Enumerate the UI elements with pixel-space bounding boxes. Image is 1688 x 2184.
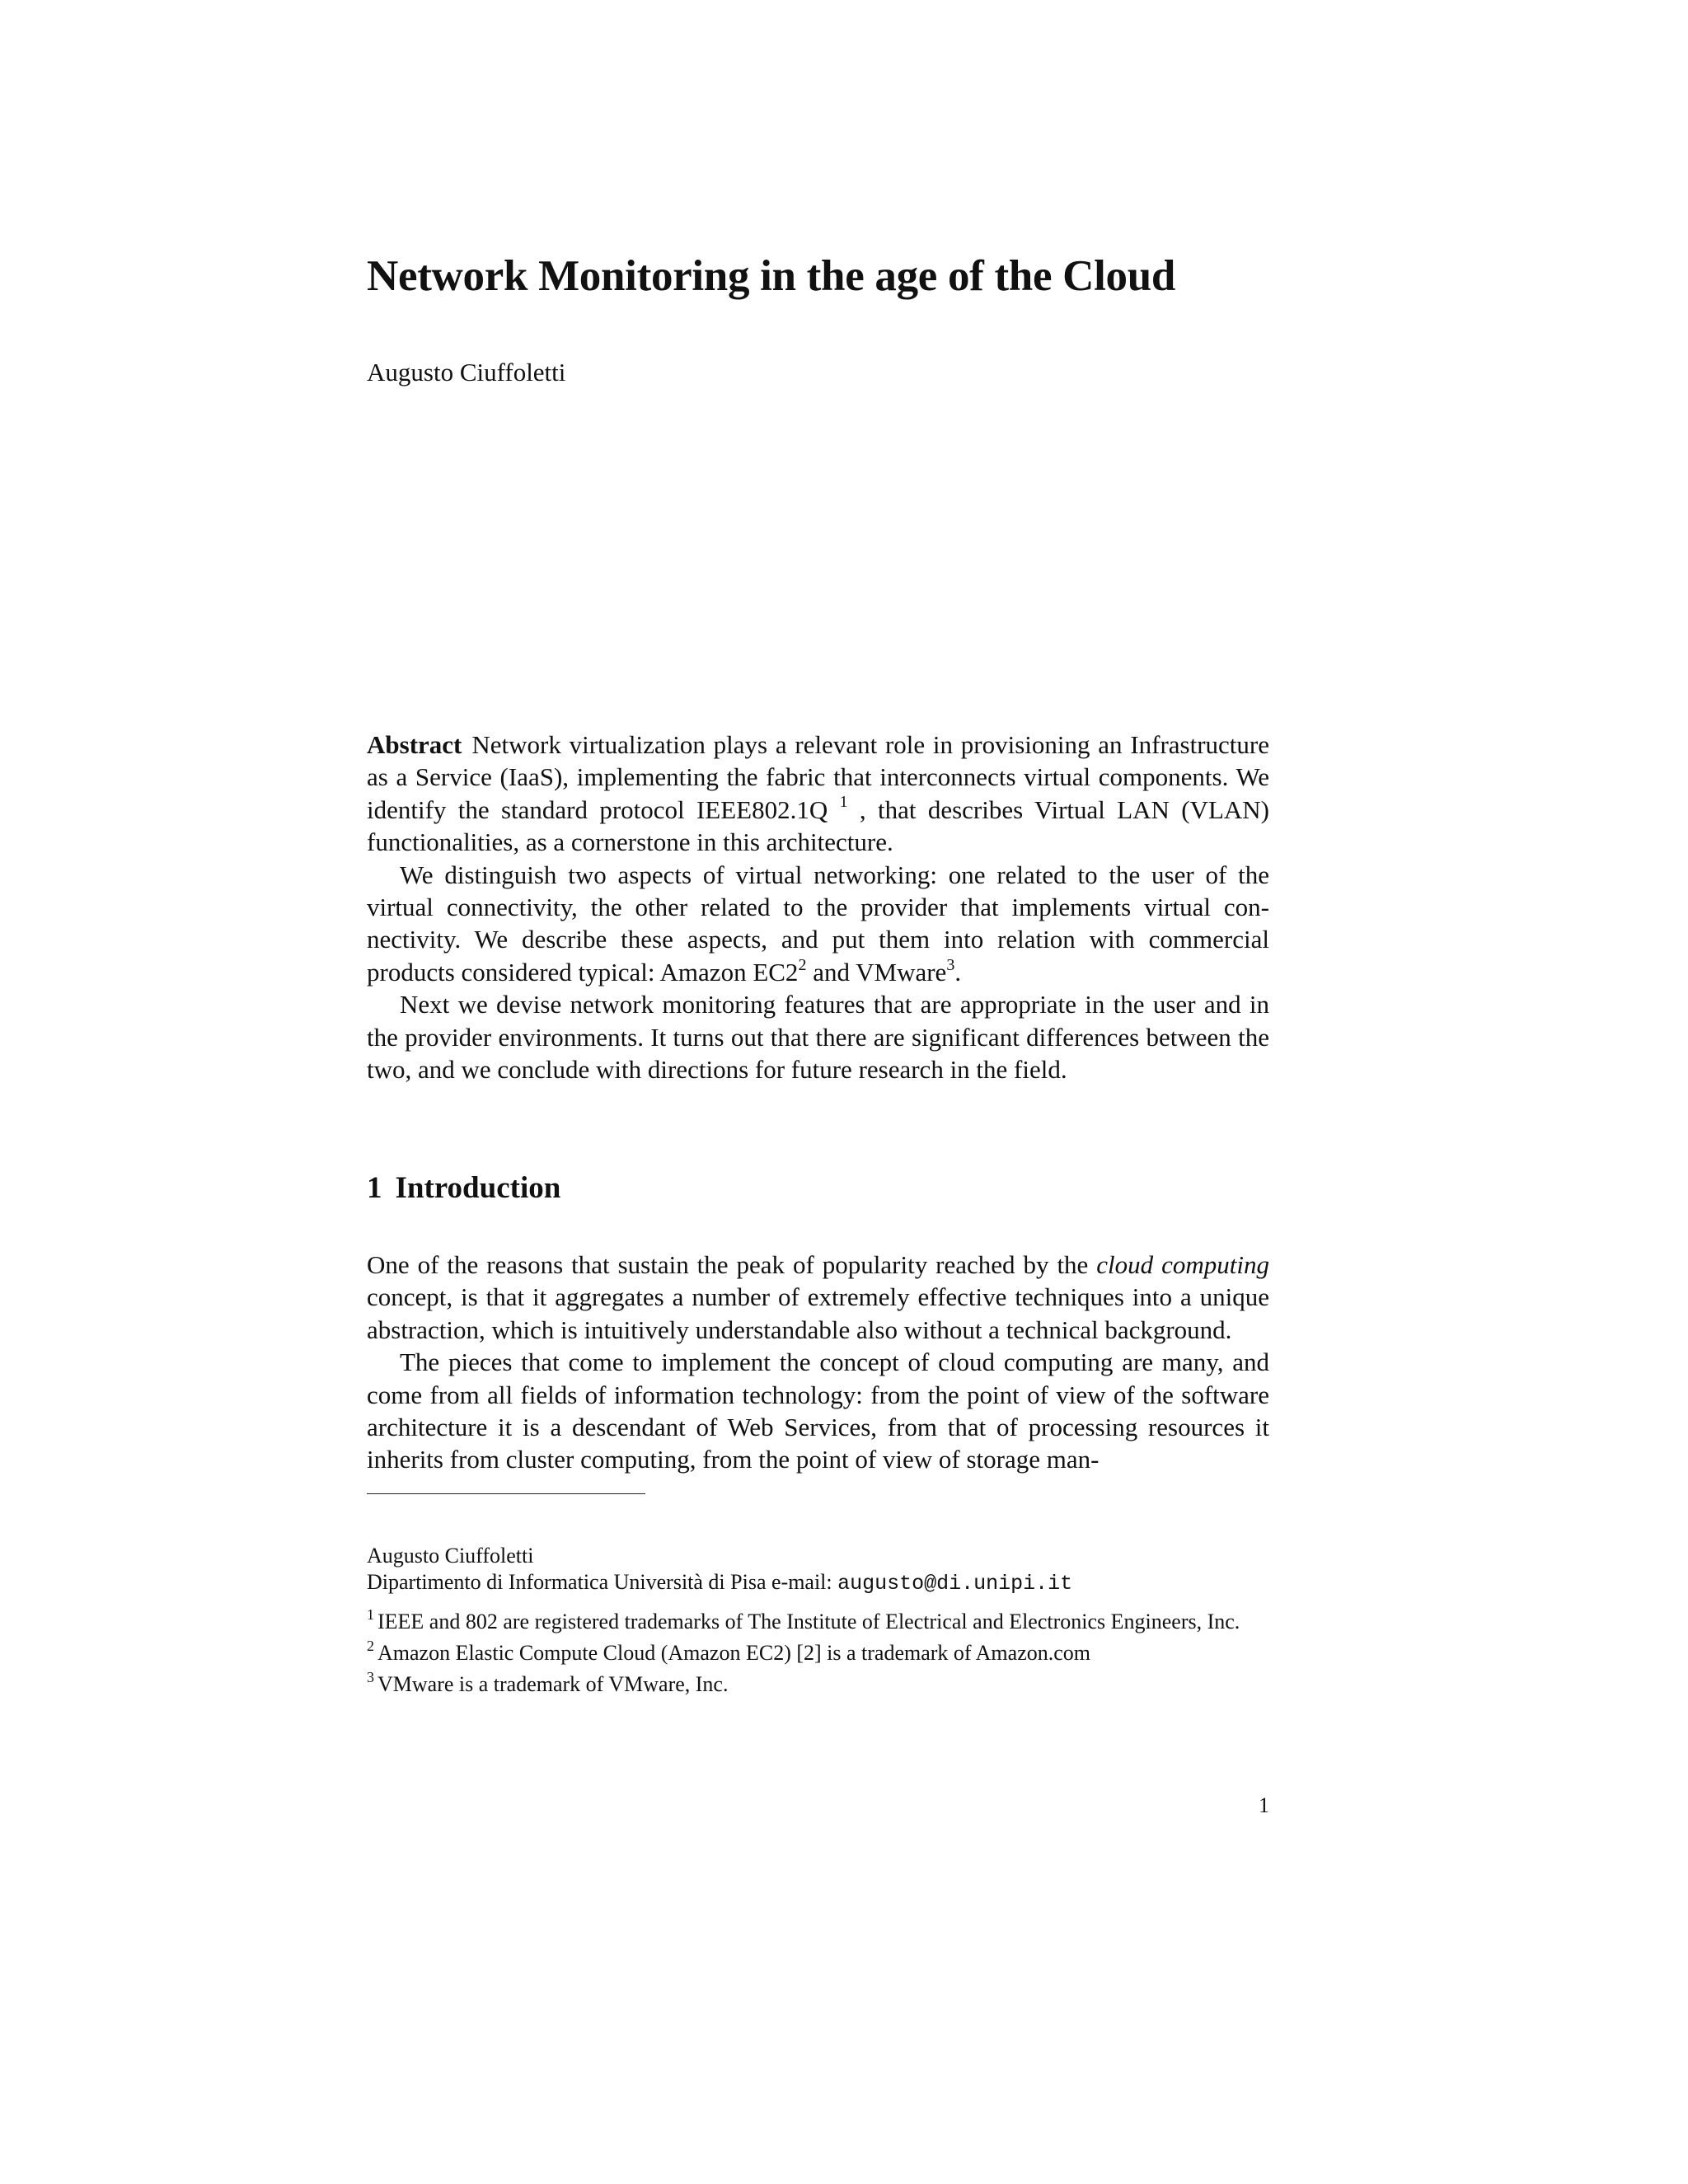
footnote-mark-1: 1	[367, 1606, 374, 1624]
footnote-ref-1: 1	[839, 793, 848, 812]
footnote-ref-2: 2	[798, 955, 807, 974]
abstract-text: and VMware	[806, 957, 947, 987]
intro-paragraph-1	[367, 1249, 1269, 1346]
affiliation-text: Dipartimento di Informatica Università di Pisa e-mail:	[367, 1570, 838, 1594]
intro-emphasis: cloud computing	[1096, 1250, 1270, 1279]
abstract-text: .	[954, 957, 962, 987]
intro-text: One of the reasons that sustain the peak of popularity reached by the	[367, 1250, 1097, 1279]
paper-title: Network Monitoring in the age of the Cloud	[367, 252, 1176, 300]
footnote-ref-3: 3	[946, 955, 955, 974]
footnote-mark-2: 2	[367, 1638, 374, 1655]
footnote-text: Amazon Elastic Compute Cloud (Amazon EC2) [2] is a trademark of Amazon.com	[377, 1641, 1090, 1665]
abstract-text: We distinguish two aspects of virtual networking: one related to the user of the virtual connectivity, the other related to the provider that implements virtual connectivity. We describe these aspects, and put them into relation with commercial products considered typical: Amazon EC2	[367, 860, 1269, 987]
footnote-rule	[367, 1493, 645, 1494]
section-heading-introduction	[367, 1169, 1269, 1208]
abstract	[367, 729, 1269, 1085]
footnote-mark-3: 3	[367, 1669, 374, 1686]
footnote-2	[367, 1640, 1269, 1666]
page-number: 1	[1259, 1793, 1269, 1817]
footnote-text: VMware is a trademark of VMware, Inc.	[377, 1672, 729, 1696]
footnotes	[367, 1543, 1269, 1698]
author-email: augusto@di.unipi.it	[837, 1572, 1073, 1596]
intro-text: concept, is that it aggregates a number of extremely effective techniques into a unique abstraction, which is intuitively understandable also without a technical background.	[367, 1282, 1269, 1344]
author-name: Augusto Ciuffoletti	[367, 358, 566, 387]
intro-paragraph-2: The pieces that come to implement the concept of cloud computing are many, and come from all fields of information technology: from the point of view of the software architecture it is a descendant of Web Services, from that of processing resources it inherits from cluster computing, from the point of view of storage man-	[367, 1347, 1269, 1474]
abstract-label: Abstract	[367, 730, 462, 759]
footnote-1	[367, 1606, 1269, 1635]
footnote-3	[367, 1671, 1269, 1698]
footnote-text: IEEE and 802 are registered trademarks of The Institute of Electrical and Electronics Engineers, Inc.	[377, 1610, 1240, 1633]
section-number: 1	[367, 1171, 382, 1205]
introduction-body	[367, 1249, 1269, 1476]
abstract-paragraph-1	[367, 729, 1269, 859]
affiliation-name: Augusto Ciuffoletti	[367, 1544, 534, 1568]
affiliation-line	[367, 1569, 1269, 1597]
abstract-text: Network virtualization plays a relevant role in provisioning an Infrastructure as a Service (IaaS), implementing the fabric that interconnects virtual components. We identify the standard protocol IEEE802.1Q	[367, 730, 1269, 824]
abstract-text: , that describes Virtual LAN (VLAN) functionalities, as a cornerstone in this architecture.	[367, 794, 1270, 857]
abstract-paragraph-3: Next we devise network monitoring features that are appropriate in the user and in the provider environments. It turns out that there are significant differences between the two, and we conclude with directions for future research in the field.	[367, 990, 1269, 1085]
abstract-paragraph-2	[367, 859, 1269, 989]
section-title: Introduction	[395, 1171, 561, 1205]
